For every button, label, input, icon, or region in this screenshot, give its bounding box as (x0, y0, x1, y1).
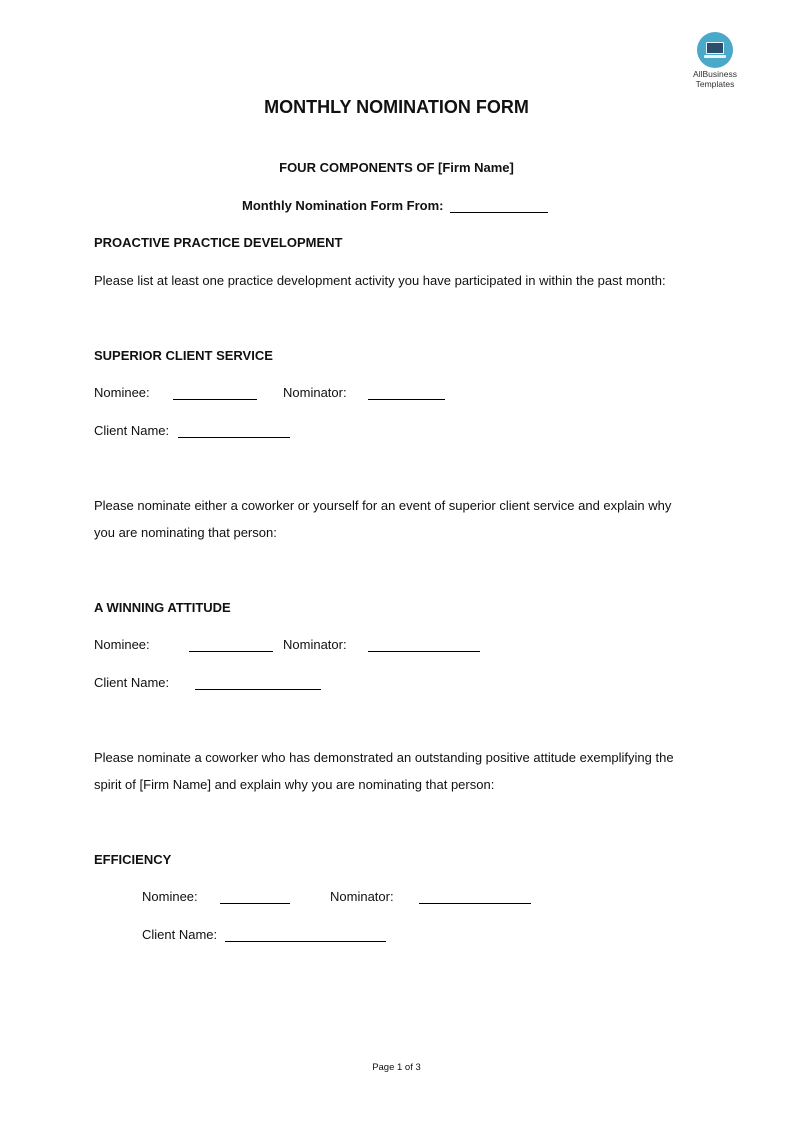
nominee-field[interactable] (220, 903, 290, 904)
client-name-label: Client Name: (94, 675, 170, 690)
client-service-prompt-line1: Please nominate either a coworker or yourself for an event of superior client service and explain why (94, 498, 672, 513)
page-number: Page 1 of 3 (372, 1062, 421, 1073)
client-name-label: Client Name: (94, 423, 170, 438)
nominator-field[interactable] (368, 399, 445, 400)
nominator-label: Nominator: (330, 889, 394, 904)
laptop-icon (697, 32, 733, 68)
client-name-field[interactable] (178, 437, 290, 438)
section-heading-efficiency: EFFICIENCY (94, 852, 172, 867)
logo-text-line2: Templates (695, 79, 735, 89)
nominee-label: Nominee: (94, 385, 150, 400)
nominator-label: Nominator: (283, 385, 347, 400)
client-name-field[interactable] (225, 941, 386, 942)
client-service-prompt-line2: you are nominating that person: (94, 525, 277, 540)
client-name-label: Client Name: (142, 927, 218, 942)
nominator-field[interactable] (368, 651, 480, 652)
client-name-field[interactable] (195, 689, 321, 690)
allbusiness-logo (688, 32, 742, 89)
nominee-field[interactable] (189, 651, 273, 652)
subtitle: FOUR COMPONENTS OF [Firm Name] (279, 160, 514, 175)
from-label: Monthly Nomination Form From: (242, 198, 444, 213)
practice-prompt: Please list at least one practice development activity you have participated in within the past month: (94, 273, 666, 288)
attitude-prompt-line1: Please nominate a coworker who has demonstrated an outstanding positive attitude exemplifying the (94, 750, 674, 765)
logo-text-line1: AllBusiness (693, 69, 737, 79)
nominee-field[interactable] (173, 399, 257, 400)
from-field[interactable] (450, 212, 548, 213)
section-heading-client-service: SUPERIOR CLIENT SERVICE (94, 348, 273, 363)
nominator-label: Nominator: (283, 637, 347, 652)
page-title: MONTHLY NOMINATION FORM (264, 97, 529, 117)
nominee-label: Nominee: (94, 637, 150, 652)
section-heading-attitude: A WINNING ATTITUDE (94, 600, 231, 615)
nominator-field[interactable] (419, 903, 531, 904)
section-heading-practice: PROACTIVE PRACTICE DEVELOPMENT (94, 235, 343, 250)
nominee-label: Nominee: (142, 889, 198, 904)
attitude-prompt-line2: spirit of [Firm Name] and explain why you are nominating that person: (94, 777, 495, 792)
